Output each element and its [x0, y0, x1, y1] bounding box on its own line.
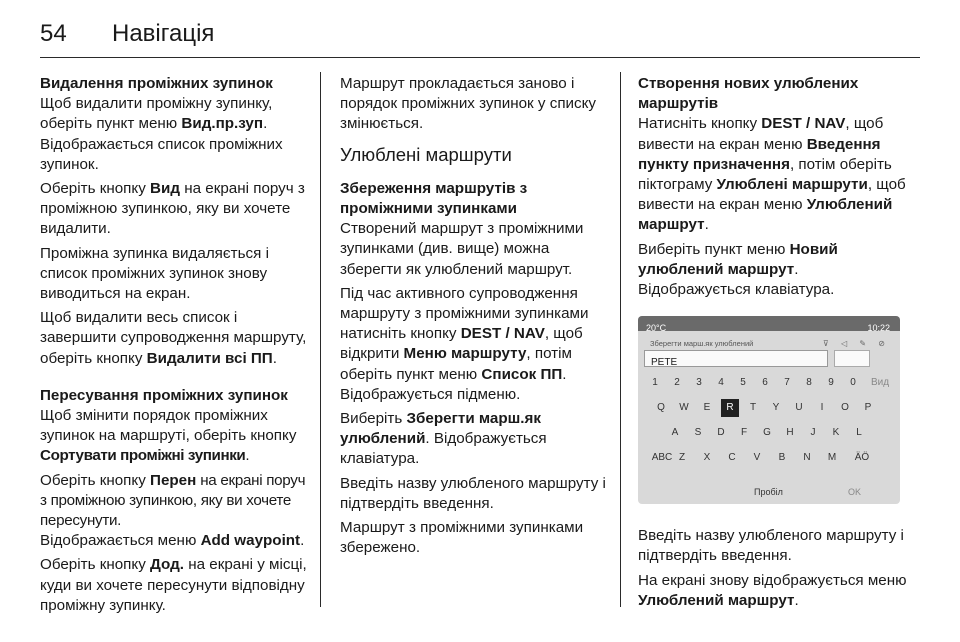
- paragraph: Оберіть кнопку Перен на екрані поруч з проміжною зупинкою, яку ви хочете пересунути. Відображається меню Add waypoint.: [40, 471, 306, 550]
- status-icons: ⊽ ◁ ✎ ⊘: [822, 339, 890, 349]
- keyboard-key[interactable]: 7: [784, 377, 790, 389]
- page-title: Навігація: [112, 20, 215, 47]
- column-2: [340, 74, 615, 562]
- keyboard-key[interactable]: J: [810, 427, 816, 439]
- temperature-readout: 20°C: [646, 323, 667, 334]
- keyboard-key[interactable]: G: [763, 427, 771, 439]
- column-divider-2: [620, 72, 621, 607]
- keyboard-key[interactable]: M: [827, 452, 837, 464]
- heading-move-waypoints: Пересування проміжних зупинок: [40, 386, 288, 404]
- paragraph: Виберіть Зберегти марш.як улюблений. Відображується клавіатура.: [340, 410, 547, 468]
- paragraph: Маршрут з проміжними зупинками збережено.: [340, 519, 584, 557]
- route-name-input[interactable]: PETE: [644, 350, 828, 367]
- paragraph: Створений маршрут з проміжними зупинками (див. вище) можна зберегти як улюблений маршрут.: [340, 220, 584, 278]
- keyboard-key[interactable]: ABC: [651, 452, 673, 464]
- paragraph: Натисніть кнопку DEST / NAV, щоб вивести на екран меню Введення пункту призначення, потім оберіть піктограму Улюблені маршрути, щоб вивести на екран меню Улюблений маршрут.: [638, 115, 906, 234]
- keyboard-key[interactable]: B: [778, 452, 786, 464]
- keyboard-key[interactable]: N: [803, 452, 811, 464]
- keyboard-key[interactable]: X: [703, 452, 711, 464]
- paragraph: Щоб змінити порядок проміжних зупинок на маршруті, оберіть кнопку Сортувати проміжні зупинки.: [40, 407, 297, 465]
- secondary-input[interactable]: [834, 350, 870, 367]
- keyboard-key[interactable]: 3: [696, 377, 702, 389]
- keyboard-row-a: [638, 424, 900, 444]
- keyboard-key[interactable]: Q: [657, 402, 665, 414]
- page-number: 54: [40, 20, 67, 47]
- keyboard-key[interactable]: D: [717, 427, 725, 439]
- paragraph: Маршрут прокладається заново і порядок проміжних зупинок у списку змінюється.: [340, 75, 597, 133]
- paragraph: Виберіть пункт меню Новий улюблений маршрут. Відображується клавіатура.: [638, 240, 838, 299]
- keyboard-key[interactable]: W: [679, 402, 689, 414]
- heading-favourite-routes: Улюблені маршрути: [340, 143, 512, 165]
- keyboard-key[interactable]: Z: [678, 452, 686, 464]
- ok-key[interactable]: OK: [848, 487, 862, 498]
- paragraph: Оберіть кнопку Дод. на екрані у місці, куди ви хочете пересунути відповідну проміжну зупинку.: [40, 556, 307, 614]
- heading-remove-waypoints: Видалення проміжних зупинок: [40, 75, 273, 92]
- keyboard-key[interactable]: P: [864, 402, 872, 414]
- keyboard-key[interactable]: E: [703, 402, 711, 414]
- keyboard-row-z: [638, 449, 900, 469]
- paragraph: Введіть назву улюбленого маршруту і підтвердіть введення.: [638, 527, 904, 565]
- keyboard-key[interactable]: R: [721, 399, 739, 417]
- keyboard-key[interactable]: F: [740, 427, 748, 439]
- paragraph: Щоб видалити проміжну зупинку, оберіть пункт меню Вид.пр.зуп. Відображається список проміжних зупинок.: [40, 95, 283, 173]
- keyboard-key[interactable]: ÄÖ: [854, 452, 870, 464]
- keyboard-row-numbers: [638, 374, 900, 394]
- column-3: [638, 74, 920, 615]
- paragraph: Оберіть кнопку Вид на екрані поруч з проміжною зупинкою, яку ви хочете видалити.: [40, 180, 305, 238]
- paragraph: Під час активного супроводження маршруту з проміжними зупинками натисніть кнопку DEST / NAV, щоб відкрити Меню маршруту, потім оберіть пункт меню Список ПП. Відображується підменю.: [340, 284, 589, 403]
- keyboard-key[interactable]: S: [694, 427, 702, 439]
- keyboard-key[interactable]: Вид: [870, 377, 890, 389]
- keyboard-key[interactable]: 1: [652, 377, 658, 389]
- keyboard-key[interactable]: L: [856, 427, 862, 439]
- column-divider-1: [320, 72, 321, 607]
- header-divider: [40, 57, 920, 58]
- keyboard-key[interactable]: V: [753, 452, 761, 464]
- keyboard-key[interactable]: H: [786, 427, 794, 439]
- keyboard-key[interactable]: A: [671, 427, 679, 439]
- space-key[interactable]: Пробіл: [754, 487, 783, 498]
- keyboard-key[interactable]: 0: [850, 377, 856, 389]
- screen-subtitle: Зберегти марш.як улюблений: [650, 339, 754, 349]
- column-1: [40, 74, 315, 620]
- keyboard-key[interactable]: O: [841, 402, 849, 414]
- paragraph: На екрані знову відображується меню Улюблений маршрут.: [638, 571, 907, 609]
- keyboard-key[interactable]: K: [832, 427, 840, 439]
- keyboard-key[interactable]: 9: [828, 377, 834, 389]
- paragraph: Щоб видалити весь список і завершити супроводження маршруту, оберіть кнопку Видалити всі ПП.: [40, 309, 307, 367]
- paragraph: Проміжна зупинка видаляється і список проміжних зупинок знову виводиться на екран.: [40, 244, 269, 303]
- keyboard-screenshot: [638, 316, 900, 504]
- keyboard-key[interactable]: 6: [762, 377, 768, 389]
- keyboard-row-q: [638, 399, 900, 419]
- clock-readout: 10:22: [867, 323, 890, 334]
- keyboard-bottom-row: [638, 478, 900, 496]
- keyboard-key[interactable]: C: [728, 452, 736, 464]
- keyboard-key[interactable]: 4: [718, 377, 724, 389]
- screen-top-bar: [638, 316, 900, 334]
- keyboard-key[interactable]: I: [820, 402, 824, 414]
- heading-create-routes: Створення нових улюблених маршрутів: [638, 75, 859, 113]
- heading-save-routes: Збереження маршрутів з проміжними зупинками: [340, 179, 528, 218]
- keyboard-key[interactable]: T: [749, 402, 757, 414]
- page-header: [40, 12, 920, 58]
- keyboard-key[interactable]: 8: [806, 377, 812, 389]
- paragraph: Введіть назву улюбленого маршруту і підтвердіть введення.: [340, 474, 606, 512]
- keyboard-key[interactable]: 2: [674, 377, 680, 389]
- keyboard-key[interactable]: 5: [740, 377, 746, 389]
- keyboard-key[interactable]: U: [795, 402, 803, 414]
- keyboard-key[interactable]: Y: [772, 402, 780, 414]
